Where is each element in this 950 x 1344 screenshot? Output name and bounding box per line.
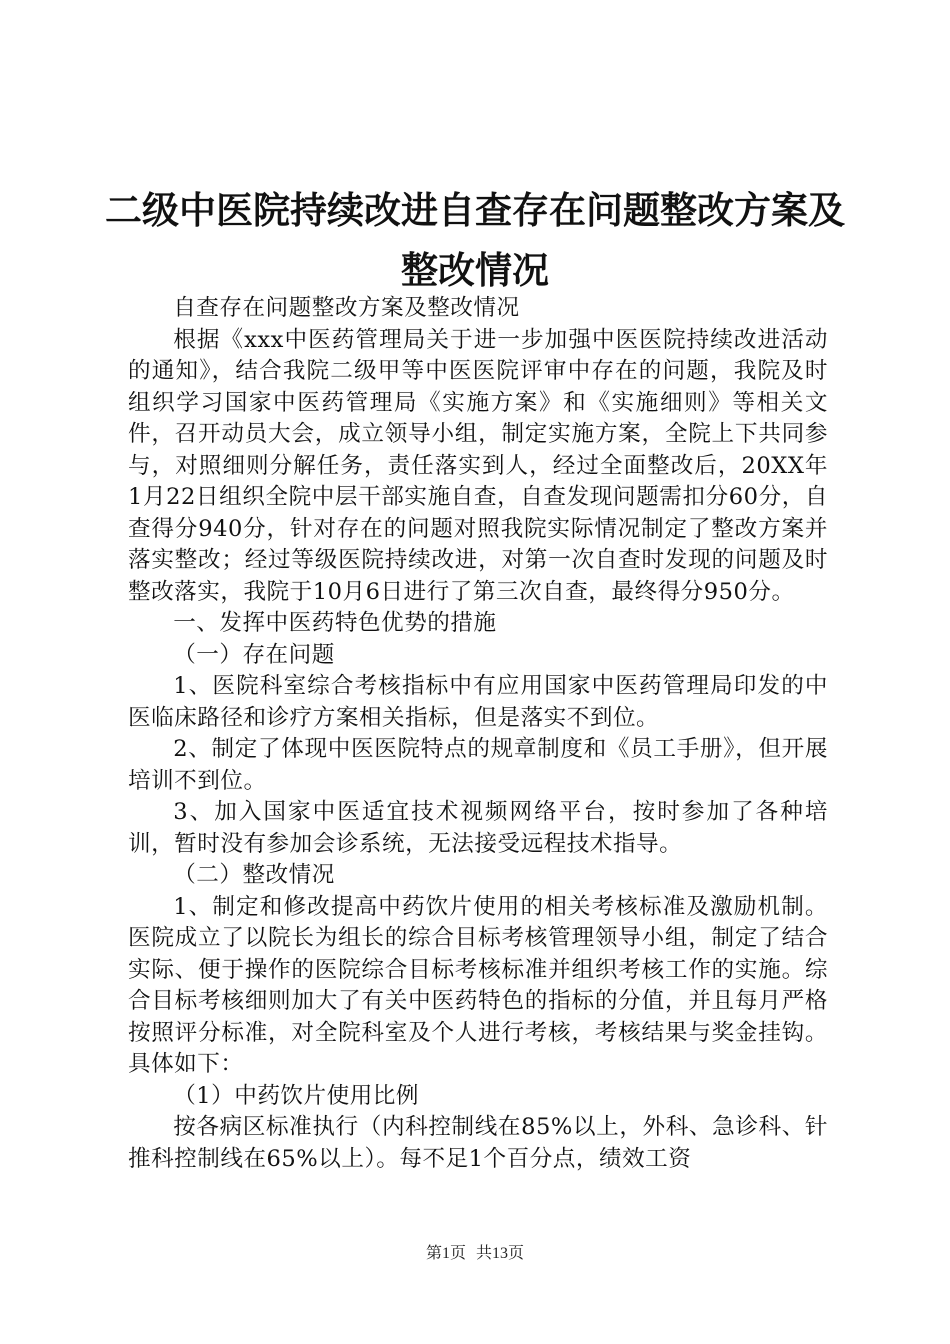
document-body <box>128 293 828 1175</box>
subsection-heading-rectification: （二）整改情况 <box>173 862 335 888</box>
paragraph-intro: 根据《xxx中医药管理局关于进一步加强中医医院持续改进活动的通知》，结合我院二级甲等中医医院评审中存在的问题，我院及时组织学习国家中医药管理局《实施方案》和《实施细则》等相关文件，召开动员大会，成立领导小组，制定实施方案，全院上下共同参与，对照细则分解任务，责任落实到人，经过全面整改后，20XX年1月22日组织全院中层干部实施自查，自查发现问题需扣分60分，自查得分940分，针对存在的问题对照我院实际情况制定了整改方案并落实整改；经过等级医院持续改进，对第一次自查时发现的问题及时整改落实，我院于10月6日进行了第三次自查，最终得分950分。 <box>128 326 828 605</box>
paragraph-herbal-ratio: 按各病区标准执行（内科控制线在85%以上，外科、急诊科、针推科控制线在65%以上）。每不足1个百分点，绩效工资 <box>128 1114 828 1172</box>
section-heading-1: 一、发挥中医药特色优势的措施 <box>173 610 497 636</box>
page-number-total: 共13页 <box>476 1245 525 1262</box>
item-heading-herbal-ratio: （1）中药饮片使用比例 <box>173 1082 419 1109</box>
document-title-line-1: 二级中医院持续改进自查存在问题整改方案及 <box>105 188 845 232</box>
paragraph-problem-3: 3、加入国家中医适宜技术视频网络平台，按时参加了各种培训，暂时没有参加会诊系统，无法接受远程技术指导。 <box>128 799 828 857</box>
subsection-heading-problems: （一）存在问题 <box>173 641 335 668</box>
page-footer <box>0 1243 950 1265</box>
page-number-current: 第1页 <box>425 1245 466 1262</box>
paragraph-subtitle: 自查存在问题整改方案及整改情况 <box>173 295 520 321</box>
paragraph-problem-1: 1、医院科室综合考核指标中有应用国家中医药管理局印发的中医临床路径和诊疗方案相关指标，但是落实不到位。 <box>128 673 828 731</box>
document-title-line-2: 整改情况 <box>401 248 549 292</box>
paragraph-rectification-1: 1、制定和修改提高中药饮片使用的相关考核标准及激励机制。医院成立了以院长为组长的综合目标考核管理领导小组，制定了结合实际、便于操作的医院综合目标考核标准并组织考核工作的实施。综合目标考核细则加大了有关中医药特色的指标的分值，并且每月严格按照评分标准，对全院科室及个人进行考核，考核结果与奖金挂钩。具体如下： <box>128 893 828 1077</box>
paragraph-problem-2: 2、制定了体现中医医院特点的规章制度和《员工手册》，但开展培训不到位。 <box>128 736 828 794</box>
